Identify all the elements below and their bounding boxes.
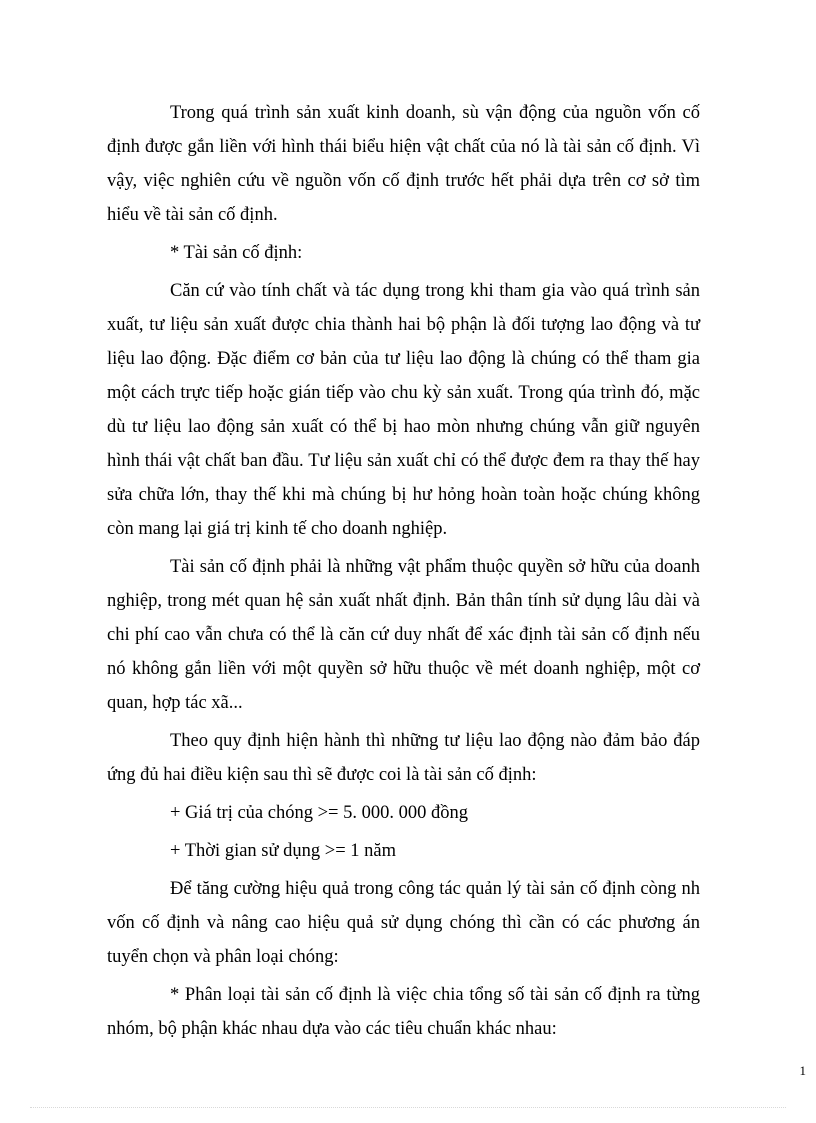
document-body [107,96,700,1046]
paragraph-regulation: Theo quy định hiện hành thì những tư liệu lao động nào đảm bảo đáp ứng đủ hai điều kiện sau thì sẽ được coi là tài sản cố định: [107,731,700,785]
footer-divider [30,1107,786,1108]
paragraph-production-means: Căn cứ vào tính chất và tác dụng trong khi tham gia vào quá trình sản xuất, tư liệu sản xuất được chia thành hai bộ phận là đối tượng lao động và tư liệu lao động. Đặc điểm cơ bản của tư liệu lao động là chúng có thể tham gia một cách trực tiếp hoặc gián tiếp vào chu kỳ sản xuất. Trong qúa trình đó, mặc dù tư liệu lao động sản xuất có thể bị hao mòn nhưng chúng vẫn giữ nguyên hình thái vật chất ban đầu. Tư liệu sản xuất chỉ có thể được đem ra thay thế hay sửa chữa lớn, thay thế khi mà chúng bị hư hỏng hoàn toàn hoặc chúng không còn mang lại giá trị kinh tế cho doanh nghiệp. [107,281,700,539]
paragraph-ownership: Tài sản cố định phải là những vật phẩm thuộc quyền sở hữu của doanh nghiệp, trong mét quan hệ sản xuất nhất định. Bản thân tính sử dụng lâu dài và chi phí cao vẫn chưa có thể là căn cứ duy nhất để xác định tài sản cố định nếu nó không gắn liền với một quyền sở hữu thuộc về mét doanh nghiệp, một cơ quan, hợp tác xã... [107,557,700,713]
condition-value: + Giá trị của chóng >= 5. 000. 000 đồng [170,803,468,823]
heading-fixed-assets: * Tài sản cố định: [170,243,303,263]
paragraph-management: Để tăng cường hiệu quả trong công tác quản lý tài sản cố định còng nh vốn cố định và nâng cao hiệu quả sử dụng chóng thì cần có các phương án tuyển chọn và phân loại chóng: [107,879,700,967]
page-number: 1 [799,1063,806,1078]
paragraph-classification: * Phân loại tài sản cố định là việc chia tổng số tài sản cố định ra từng nhóm, bộ phận khác nhau dựa vào các tiêu chuẩn khác nhau: [107,985,700,1039]
condition-duration: + Thời gian sử dụng >= 1 năm [170,841,396,861]
paragraph-intro: Trong quá trình sản xuất kinh doanh, sù vận động của nguồn vốn cố định được gắn liền với hình thái biểu hiện vật chất của nó là tài sản cố định. Vì vậy, việc nghiên cứu về nguồn vốn cố định trước hết phải dựa trên cơ sở tìm hiểu về tài sản cố định. [107,103,700,225]
